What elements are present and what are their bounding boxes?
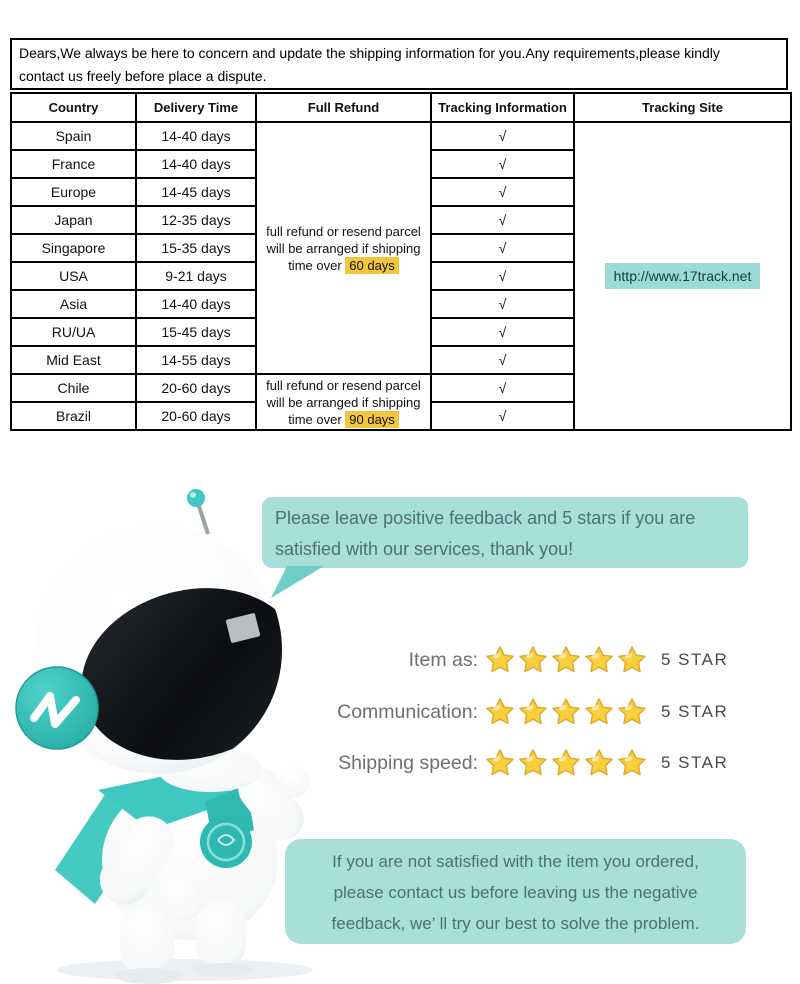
country-cell: Singapore bbox=[11, 234, 136, 262]
delivery-cell: 20-60 days bbox=[136, 402, 256, 430]
delivery-cell: 14-40 days bbox=[136, 150, 256, 178]
speech-bubble-tail bbox=[266, 566, 336, 600]
star-rating bbox=[485, 645, 647, 675]
country-cell: Mid East bbox=[11, 346, 136, 374]
tracking-cell bbox=[431, 262, 574, 290]
tracking-cell bbox=[431, 374, 574, 402]
delivery-cell: 15-45 days bbox=[136, 318, 256, 346]
refund-days-highlight: 60 days bbox=[345, 257, 399, 274]
delivery-cell: 14-40 days bbox=[136, 290, 256, 318]
tracking-cell bbox=[431, 402, 574, 430]
header-delivery-time: Delivery Time bbox=[136, 93, 256, 122]
checkmark-icon: √ bbox=[498, 380, 507, 396]
country-cell: Spain bbox=[11, 122, 136, 150]
delivery-cell: 12-35 days bbox=[136, 206, 256, 234]
refund-cell: full refund or resend parcel will be arranged if shipping time over 90 days bbox=[256, 374, 431, 430]
rating-label: Item as: bbox=[408, 648, 478, 671]
bubble-bottom-line: feedback, we’ ll try our best to solve the problem. bbox=[331, 914, 700, 933]
tracking-cell bbox=[431, 346, 574, 374]
checkmark-icon: √ bbox=[498, 352, 507, 368]
checkmark-icon: √ bbox=[498, 156, 507, 172]
notice-line: Dears,We always be here to concern and update the shipping information for you.Any requirements,please kindly bbox=[19, 45, 720, 61]
delivery-cell: 14-55 days bbox=[136, 346, 256, 374]
notice-line: contact us freely before place a dispute. bbox=[19, 68, 267, 84]
country-cell: Chile bbox=[11, 374, 136, 402]
header-country: Country bbox=[11, 93, 136, 122]
speech-bubble-top bbox=[262, 497, 748, 568]
bubble-bottom-line: If you are not satisfied with the item you ordered, bbox=[332, 852, 699, 871]
country-cell: Europe bbox=[11, 178, 136, 206]
bubble-bottom-line: please contact us before leaving us the negative bbox=[333, 883, 698, 902]
country-cell: Japan bbox=[11, 206, 136, 234]
star-icon bbox=[584, 645, 614, 675]
country-cell: Asia bbox=[11, 290, 136, 318]
tracking-cell bbox=[431, 150, 574, 178]
star-icon bbox=[584, 697, 614, 727]
star-icon bbox=[518, 697, 548, 727]
shipping-table-body bbox=[11, 122, 791, 430]
rating-row-communication bbox=[0, 688, 800, 736]
tracking-cell bbox=[431, 122, 574, 150]
delivery-cell: 14-40 days bbox=[136, 122, 256, 150]
checkmark-icon: √ bbox=[498, 324, 507, 340]
country-cell: RU/UA bbox=[11, 318, 136, 346]
star-icon bbox=[485, 697, 515, 727]
header-tracking-information: Tracking Information bbox=[431, 93, 574, 122]
checkmark-icon: √ bbox=[498, 240, 507, 256]
rating-label: Shipping speed: bbox=[338, 751, 478, 774]
delivery-cell: 9-21 days bbox=[136, 262, 256, 290]
shipping-table bbox=[10, 92, 792, 431]
tracking-cell bbox=[431, 318, 574, 346]
header-full-refund: Full Refund bbox=[256, 93, 431, 122]
table-row bbox=[11, 122, 791, 150]
tracking-cell bbox=[431, 290, 574, 318]
star-icon bbox=[551, 748, 581, 778]
checkmark-icon: √ bbox=[498, 268, 507, 284]
star-icon bbox=[518, 645, 548, 675]
star-rating bbox=[485, 697, 647, 727]
rating-label: Communication: bbox=[337, 700, 478, 723]
checkmark-icon: √ bbox=[498, 296, 507, 312]
star-icon bbox=[617, 748, 647, 778]
delivery-cell: 15-35 days bbox=[136, 234, 256, 262]
tracking-site-cell bbox=[574, 122, 791, 430]
notice-box bbox=[10, 38, 788, 90]
star-icon bbox=[617, 645, 647, 675]
rating-row-shipping-speed bbox=[0, 739, 800, 787]
tracking-cell bbox=[431, 206, 574, 234]
star-icon bbox=[518, 748, 548, 778]
country-cell: France bbox=[11, 150, 136, 178]
star-icon bbox=[551, 645, 581, 675]
star-icon bbox=[485, 645, 515, 675]
delivery-cell: 20-60 days bbox=[136, 374, 256, 402]
checkmark-icon: √ bbox=[498, 212, 507, 228]
bubble-top-line: satisfied with our services, thank you! bbox=[275, 539, 574, 559]
star-icon bbox=[584, 748, 614, 778]
table-header-row bbox=[11, 93, 791, 122]
rating-value: 5 STAR bbox=[661, 702, 729, 721]
country-cell: USA bbox=[11, 262, 136, 290]
tracking-cell bbox=[431, 178, 574, 206]
refund-cell: full refund or resend parcel will be arranged if shipping time over 60 days bbox=[256, 122, 431, 374]
rating-row-item-as bbox=[0, 636, 800, 684]
tracking-cell bbox=[431, 234, 574, 262]
rating-value: 5 STAR bbox=[661, 753, 729, 772]
bubble-top-line: Please leave positive feedback and 5 stars if you are bbox=[275, 508, 696, 528]
star-rating bbox=[485, 748, 647, 778]
checkmark-icon: √ bbox=[498, 408, 507, 424]
delivery-cell: 14-45 days bbox=[136, 178, 256, 206]
star-icon bbox=[485, 748, 515, 778]
speech-bubble-bottom bbox=[285, 839, 746, 944]
rating-value: 5 STAR bbox=[661, 650, 729, 669]
checkmark-icon: √ bbox=[498, 128, 507, 144]
refund-days-highlight: 90 days bbox=[345, 411, 399, 428]
country-cell: Brazil bbox=[11, 402, 136, 430]
header-tracking-site: Tracking Site bbox=[574, 93, 791, 122]
tracking-site-link[interactable]: http://www.17track.net bbox=[605, 263, 761, 289]
star-icon bbox=[551, 697, 581, 727]
star-icon bbox=[617, 697, 647, 727]
checkmark-icon: √ bbox=[498, 184, 507, 200]
